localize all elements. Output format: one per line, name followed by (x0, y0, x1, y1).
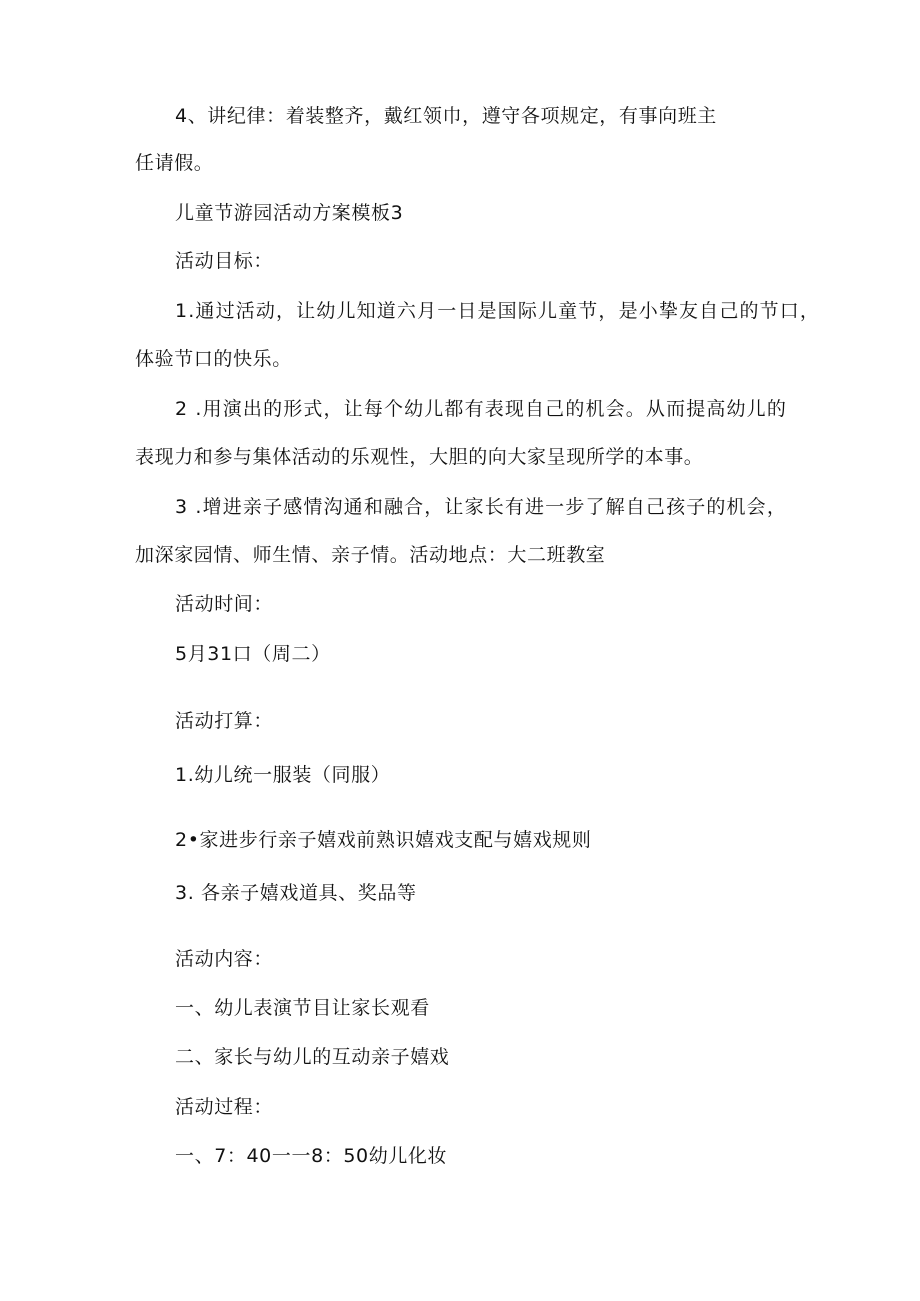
paragraph-line: 任请假。 (135, 152, 214, 174)
paragraph-line: 活动时间： (175, 593, 274, 615)
paragraph-line: 加深家园情、师生情、亲子情。活动地点：大二班教室 (135, 544, 606, 566)
paragraph-line: 活动过程： (175, 1096, 274, 1118)
paragraph-line: 1.幼儿统一服装（同服） (175, 764, 391, 786)
paragraph-line: 体验节口的快乐。 (135, 348, 292, 370)
paragraph-line: 3 .增进亲子感情沟通和融合，让家长有进一步了解自己孩子的机会， (175, 496, 787, 518)
paragraph-line: 活动打算： (175, 710, 274, 732)
paragraph-line: 表现力和参与集体活动的乐观性，大胆的向大家呈现所学的本事。 (135, 446, 704, 468)
paragraph-line: 1.通过活动，让幼儿知道六月一日是国际儿童节，是小挚友自己的节口， (175, 300, 821, 322)
paragraph-line: 2•家进步行亲子嬉戏前熟识嬉戏支配与嬉戏规则 (175, 829, 592, 851)
paragraph-line: 2 .用演出的形式，让每个幼儿都有表现自己的机会。从而提高幼儿的 (175, 398, 787, 420)
paragraph-line: 4、讲纪律：着装整齐，戴红领巾，遵守各项规定，有事向班主 (175, 105, 717, 127)
section-heading: 儿童节游园活动方案模板3 (175, 202, 404, 224)
paragraph-line: 5月31口（周二） (175, 643, 331, 665)
paragraph-line: 3. 各亲子嬉戏道具、奖品等 (175, 882, 417, 904)
paragraph-line: 活动内容： (175, 948, 274, 970)
paragraph-line: 活动目标： (175, 250, 274, 272)
paragraph-line: 一、7：40一一8：50幼儿化妆 (175, 1145, 448, 1167)
paragraph-line: 二、家长与幼儿的互动亲子嬉戏 (175, 1046, 450, 1068)
paragraph-line: 一、幼儿表演节目让家长观看 (175, 997, 430, 1019)
